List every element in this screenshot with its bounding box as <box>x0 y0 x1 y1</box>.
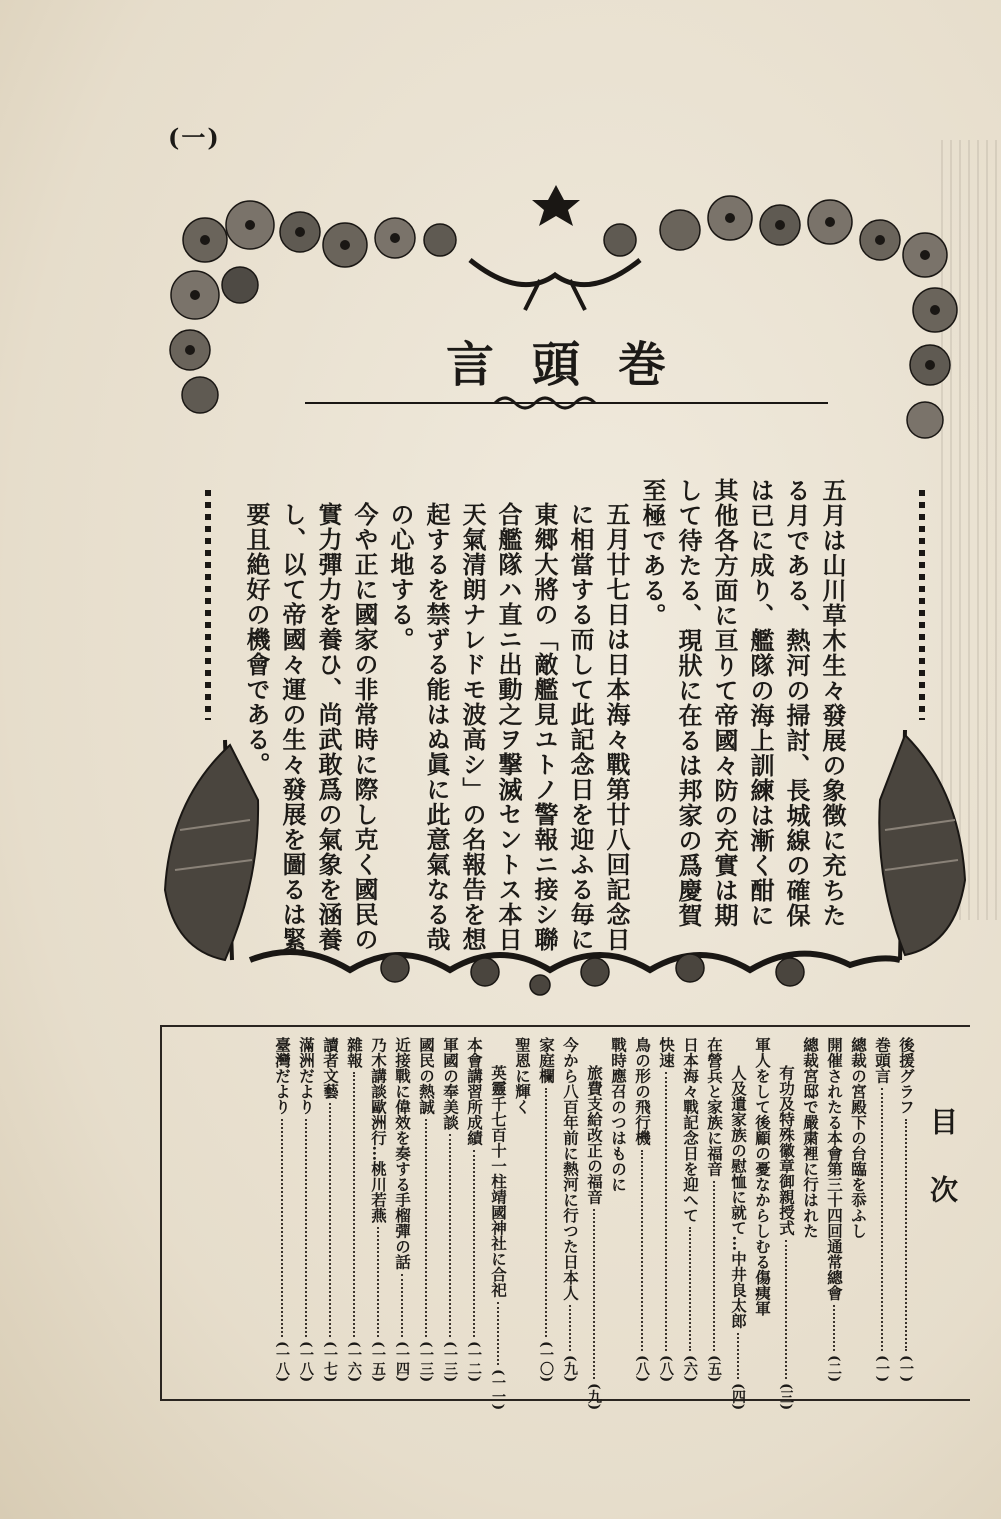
editorial-paragraph: 五月は山川草木生々發展の象徴に充ちたる月である、熱河の掃討、長城線の確保は已に成り、艦隊の海上訓練は漸く酣に其他各方面に亘りて帝國々防の充實は期して待たる、現狀に在るは邦家の爲慶賀至極である。 <box>638 478 847 928</box>
toc-entry[interactable]: 今から八百年前に熱河に行つた日本人 (九) <box>561 1037 580 1382</box>
toc-entry[interactable]: 軍國の奉美談 (一三) <box>441 1037 460 1382</box>
toc-entry[interactable]: 聖恩に輝く <box>513 1037 532 1115</box>
toc-entry[interactable]: 人及遺家族の慰恤に就て…中井良太郎 (四) <box>729 1065 748 1410</box>
toc-entry[interactable]: 國民の熱誠 (一三) <box>417 1037 436 1382</box>
toc-entry[interactable]: 鳥の形の飛行機 (八) <box>633 1037 652 1382</box>
toc-entry[interactable]: 滿洲だより (一八) <box>297 1037 316 1382</box>
toc-entry[interactable]: 快速 (八) <box>657 1037 676 1382</box>
table-of-contents <box>160 1025 970 1410</box>
editorial-paragraph: 今や正に國家の非常時に際し克く國民の實力彈力を養ひ、尚武敢爲の氣象を涵養し、以て帝國々運の生々發展を圖るは緊要且絶好の機會である。 <box>242 502 379 952</box>
toc-entry[interactable]: 日本海々戰記念日を迎へて (六) <box>681 1037 700 1382</box>
toc-entry[interactable]: 軍人をして後顧の憂なからしむる傷痍軍 <box>753 1037 772 1316</box>
toc-entry[interactable]: 家庭欄 (一〇) <box>537 1037 556 1382</box>
toc-entry[interactable]: 讀者文藝 (一七) <box>321 1037 340 1382</box>
toc-entry[interactable]: 乃木講談歐洲行…桃川若燕 (一五) <box>369 1037 388 1382</box>
page-number: (一) <box>168 123 221 152</box>
toc-entry[interactable]: 雜報 (一六) <box>345 1037 364 1382</box>
toc-entry[interactable]: 臺灣だより (一八) <box>273 1037 292 1382</box>
toc-list <box>270 1037 918 1410</box>
toc-entry[interactable]: 旅費支給改正の福音 (九) <box>585 1065 604 1410</box>
toc-entry[interactable]: 總裁の宮殿下の台臨を忝ふし <box>849 1037 868 1239</box>
toc-entry[interactable]: 開催されたる本會第三十四回通常總會 (二) <box>825 1037 844 1382</box>
toc-entry[interactable]: 戰時應召のつはものに <box>609 1037 628 1192</box>
toc-entry[interactable]: 近接戰に偉效を奏する手榴彈の話 (一四) <box>393 1037 412 1382</box>
toc-entry[interactable]: 總裁宮邸で嚴粛裡に行はれた <box>801 1037 820 1239</box>
editorial-paragraph: 五月廿七日は日本海々戰第廿八回記念日に相當する而して此記念日を迎ふる毎に東郷大將の「敵艦見ユトノ警報ニ接シ聯合艦隊ハ直ニ出動之ヲ撃滅セントス本日天氣清朗ナレドモ波高シ」の名報告を想起するを禁ずる能はぬ眞に此意氣なる哉の心地する。 <box>386 502 631 952</box>
toc-entry[interactable]: 英靈千七百十一柱靖國神社に合祀 (一一) <box>489 1065 508 1410</box>
editorial-title: 巻頭言 <box>446 336 705 393</box>
toc-entry[interactable]: 巻頭言 (一) <box>873 1037 892 1382</box>
toc-entry[interactable]: 後援グラフ (一) <box>897 1037 916 1382</box>
editorial-body <box>242 478 850 952</box>
toc-title: 目次 <box>926 1107 959 1243</box>
toc-entry[interactable]: 有功及特殊徽章御親授式 (三) <box>777 1065 796 1410</box>
toc-entry[interactable]: 在營兵と家族に福音 (五) <box>705 1037 724 1382</box>
toc-entry[interactable]: 本會講習所成績 (一二) <box>465 1037 484 1382</box>
